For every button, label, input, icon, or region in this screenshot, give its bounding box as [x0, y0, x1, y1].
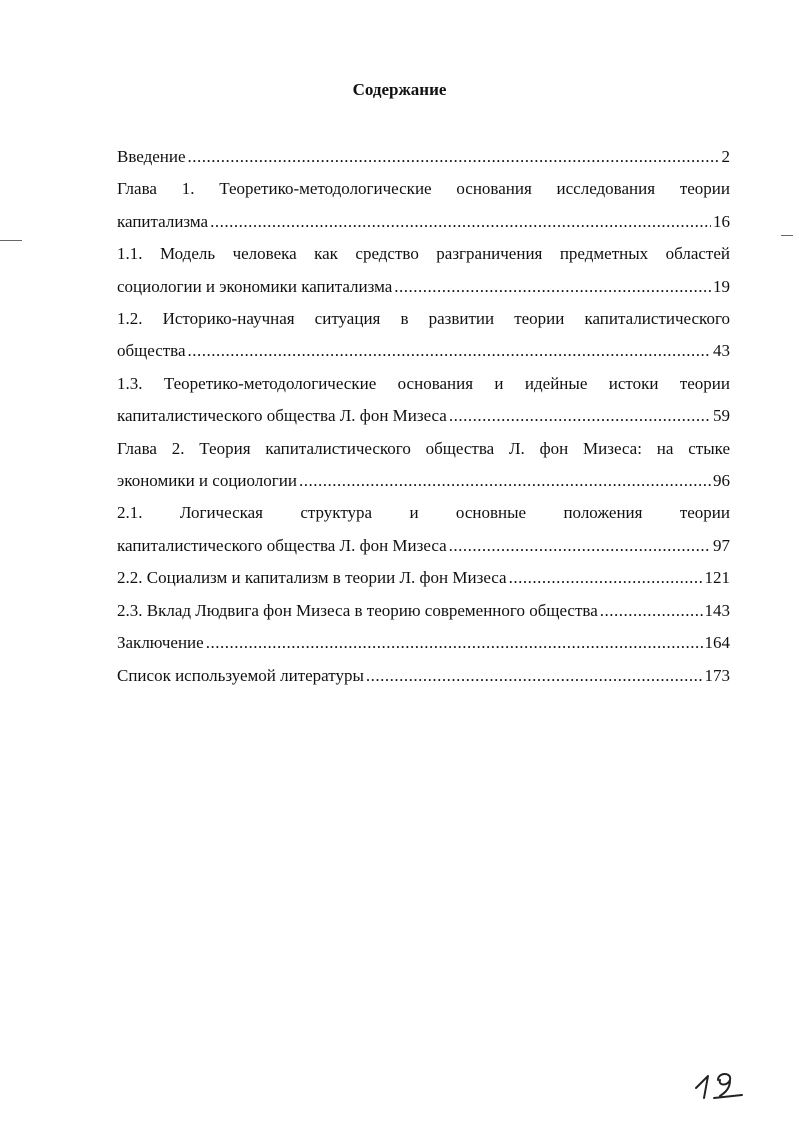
toc-page-number: 121: [704, 568, 730, 588]
toc-leader-dots: [206, 627, 703, 659]
toc-entry: [117, 562, 730, 594]
toc-leader-dots: [188, 335, 711, 367]
toc-page-number: 96: [713, 471, 730, 491]
toc-leader-dots: [600, 595, 703, 627]
toc-entry-title: Заключение: [117, 633, 204, 653]
toc-entry: [117, 173, 730, 238]
toc-page-number: 43: [713, 341, 730, 361]
toc-page-number: 97: [713, 535, 730, 555]
toc-page-number: 173: [704, 665, 730, 685]
toc-entry: [117, 303, 730, 368]
toc-entry: [117, 627, 730, 659]
toc-entry: [117, 238, 730, 303]
toc-entry-title: Список используемой литературы: [117, 665, 364, 685]
toc-entry-title: капитализма: [117, 211, 209, 231]
toc-page-number: 59: [713, 406, 730, 426]
toc-entry: [117, 497, 730, 562]
toc-leader-dots: [188, 141, 720, 173]
handwritten-page-number: [690, 1058, 760, 1103]
toc-entry-title: социологии и экономики капитализма: [117, 276, 393, 296]
toc-leader-dots: [210, 206, 711, 238]
table-of-contents: [117, 141, 730, 692]
toc-entry: [117, 433, 730, 498]
toc-entry-title: 2.3. Вклад Людвига фон Мизеса в теорию современного общества: [117, 600, 598, 620]
toc-entry-line: Глава 2. Теория капиталистического общества Л. фон Мизеса: на стыке: [117, 438, 730, 458]
toc-entry-line: 1.1. Модель человека как средство разграничения предметных областей: [117, 244, 730, 264]
toc-entry-line: 1.3. Теоретико-методологические основания и идейные истоки теории: [117, 373, 730, 393]
scan-mark-right: [781, 235, 793, 236]
toc-leader-dots: [449, 530, 711, 562]
toc-leader-dots: [366, 660, 703, 692]
toc-entry-title: капиталистического обществa Л. фон Мизеса: [117, 406, 447, 426]
toc-entry-title: капиталистического общества Л. фон Мизеса: [117, 535, 447, 555]
toc-entry-title: Введение: [117, 147, 186, 166]
toc-page-number: 19: [713, 276, 730, 296]
toc-page-number: 2: [721, 147, 730, 166]
toc-title: Содержание: [352, 80, 447, 99]
toc-entry-title: 2.2. Социализм и капитализм в теории Л. фон Мизеса: [117, 568, 507, 588]
toc-entry-title: общества: [117, 341, 186, 361]
toc-page-number: 143: [704, 600, 730, 620]
toc-entry-line: 1.2. Историко-научная ситуация в развитии теории капиталистического: [117, 309, 730, 329]
toc-entry: [117, 141, 730, 173]
toc-entry-line: 2.1. Логическая структура и основные положения теории: [117, 503, 730, 523]
toc-leader-dots: [299, 465, 711, 497]
toc-page-number: 164: [704, 633, 730, 653]
scan-mark-left: [0, 240, 22, 241]
toc-leader-dots: [449, 400, 711, 432]
toc-entry-title: экономики и социологии: [117, 471, 297, 491]
toc-leader-dots: [509, 562, 703, 594]
toc-entry: [117, 660, 730, 692]
toc-page-number: 16: [713, 211, 730, 231]
toc-entry: [117, 368, 730, 433]
toc-leader-dots: [394, 271, 711, 303]
toc-entry: [117, 595, 730, 627]
toc-entry-line: Глава 1. Теоретико-методологические основания исследования теории: [117, 179, 730, 199]
